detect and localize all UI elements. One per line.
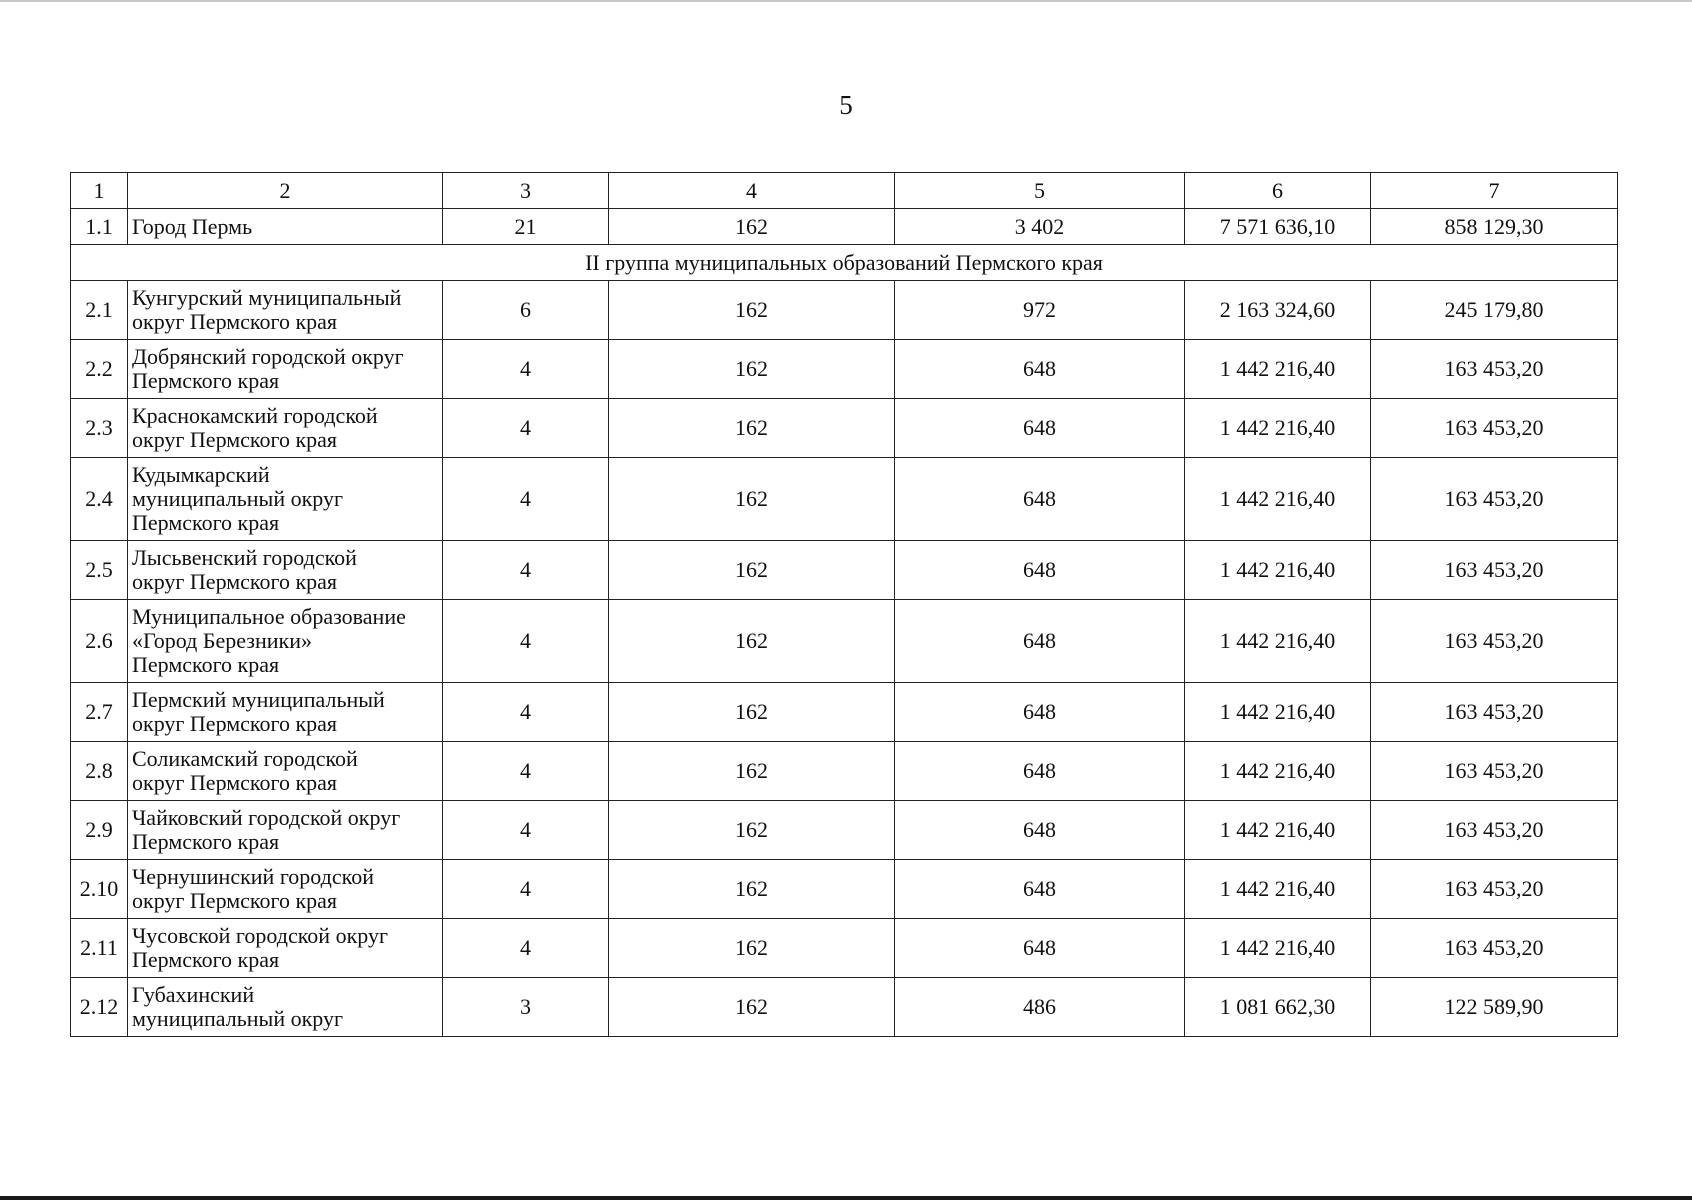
- value-cell-col3: 4: [443, 600, 609, 683]
- value-cell-col7: 163 453,20: [1371, 801, 1618, 860]
- column-number-cell: 1: [71, 173, 128, 209]
- value-cell-col4: 162: [609, 919, 895, 978]
- value-cell-col6: 1 442 216,40: [1185, 683, 1371, 742]
- municipality-name-line: Пермского края: [132, 829, 280, 854]
- value-cell-col5: 648: [895, 458, 1185, 541]
- value-cell-col3: 21: [443, 209, 609, 245]
- column-number-cell: 5: [895, 173, 1185, 209]
- scan-edge-bottom: [0, 1196, 1692, 1200]
- row-number-cell: 2.10: [71, 860, 128, 919]
- value-cell-col5: 486: [895, 978, 1185, 1037]
- value-cell-col7: 858 129,30: [1371, 209, 1618, 245]
- municipality-name-cell: [128, 458, 443, 541]
- municipality-name-line: Чернушинский городской: [132, 864, 374, 889]
- value-cell-col4: 162: [609, 978, 895, 1037]
- municipality-name-line: округ Пермского края: [132, 309, 338, 334]
- value-cell-col7: 163 453,20: [1371, 742, 1618, 801]
- value-cell-col6: 1 442 216,40: [1185, 860, 1371, 919]
- value-cell-col4: 162: [609, 683, 895, 742]
- municipality-name-line: Кунгурский муниципальный: [132, 285, 402, 310]
- value-cell-col3: 6: [443, 281, 609, 340]
- row-number-cell: 2.3: [71, 399, 128, 458]
- municipality-name-cell: [128, 978, 443, 1037]
- municipality-name-line: Губахинский: [132, 982, 255, 1007]
- municipality-name-line: Кудымкарский: [132, 462, 270, 487]
- value-cell-col5: 648: [895, 399, 1185, 458]
- column-number-cell: 2: [128, 173, 443, 209]
- row-number-cell: 2.9: [71, 801, 128, 860]
- row-number-cell: 2.8: [71, 742, 128, 801]
- value-cell-col4: 162: [609, 600, 895, 683]
- value-cell-col3: 4: [443, 801, 609, 860]
- municipality-name-line: Добрянский городской округ: [132, 344, 404, 369]
- municipality-name-cell: [128, 801, 443, 860]
- table-row: [71, 683, 1618, 742]
- municipality-name-line: округ Пермского края: [132, 711, 338, 736]
- value-cell-col5: 648: [895, 541, 1185, 600]
- value-cell-col3: 4: [443, 742, 609, 801]
- value-cell-col6: 1 442 216,40: [1185, 742, 1371, 801]
- municipality-name-line: муниципальный округ: [132, 1006, 344, 1031]
- table-body: [71, 281, 1618, 1037]
- value-cell-col4: 162: [609, 209, 895, 245]
- municipality-name-cell: [128, 919, 443, 978]
- data-table: [70, 172, 1618, 1037]
- municipality-name-line: округ Пермского края: [132, 888, 338, 913]
- municipality-name-line: Соликамский городской: [132, 746, 358, 771]
- column-number-cell: 6: [1185, 173, 1371, 209]
- municipality-name-cell: [128, 600, 443, 683]
- municipality-name-line: «Город Березники»: [132, 628, 312, 653]
- table-row: [71, 919, 1618, 978]
- row-number-cell: 2.11: [71, 919, 128, 978]
- municipality-name-line: Лысьвенский городской: [132, 545, 357, 570]
- value-cell-col4: 162: [609, 458, 895, 541]
- table-row: [71, 340, 1618, 399]
- municipality-name-cell: [128, 683, 443, 742]
- value-cell-col3: 4: [443, 541, 609, 600]
- value-cell-col7: 163 453,20: [1371, 458, 1618, 541]
- value-cell-col4: 162: [609, 281, 895, 340]
- value-cell-col5: 648: [895, 340, 1185, 399]
- municipality-name-line: Чусовской городской округ: [132, 923, 388, 948]
- municipality-name-line: округ Пермского края: [132, 770, 338, 795]
- municipality-name-cell: Город Пермь: [128, 209, 443, 245]
- value-cell-col5: 648: [895, 860, 1185, 919]
- value-cell-col3: 3: [443, 978, 609, 1037]
- municipality-name-cell: [128, 340, 443, 399]
- municipality-name-line: Краснокамский городской: [132, 403, 378, 428]
- row-number-cell: 2.12: [71, 978, 128, 1037]
- municipality-name-line: округ Пермского края: [132, 569, 338, 594]
- row-number-cell: 2.4: [71, 458, 128, 541]
- municipality-name-line: Пермского края: [132, 652, 280, 677]
- row-number-cell: 2.1: [71, 281, 128, 340]
- value-cell-col7: 163 453,20: [1371, 340, 1618, 399]
- table-row: [71, 399, 1618, 458]
- value-cell-col3: 4: [443, 340, 609, 399]
- municipality-name-cell: [128, 541, 443, 600]
- column-number-cell: 3: [443, 173, 609, 209]
- municipality-name-line: муниципальный округ: [132, 486, 344, 511]
- page-number: 5: [839, 90, 853, 120]
- value-cell-col7: 163 453,20: [1371, 860, 1618, 919]
- value-cell-col5: 648: [895, 600, 1185, 683]
- column-number-cell: 7: [1371, 173, 1618, 209]
- value-cell-col4: 162: [609, 742, 895, 801]
- row-number-cell: 2.7: [71, 683, 128, 742]
- municipality-name-cell: [128, 281, 443, 340]
- value-cell-col3: 4: [443, 919, 609, 978]
- value-cell-col7: 163 453,20: [1371, 600, 1618, 683]
- table-row: [71, 801, 1618, 860]
- municipality-name-cell: [128, 860, 443, 919]
- value-cell-col4: 162: [609, 860, 895, 919]
- value-cell-col6: 1 442 216,40: [1185, 541, 1371, 600]
- value-cell-col5: 3 402: [895, 209, 1185, 245]
- value-cell-col6: 1 442 216,40: [1185, 600, 1371, 683]
- municipality-name-line: округ Пермского края: [132, 427, 338, 452]
- table-row: [71, 600, 1618, 683]
- table-row: [71, 209, 1618, 245]
- value-cell-col3: 4: [443, 458, 609, 541]
- value-cell-col5: 648: [895, 919, 1185, 978]
- row-number-cell: 1.1: [71, 209, 128, 245]
- value-cell-col3: 4: [443, 683, 609, 742]
- value-cell-col6: 1 442 216,40: [1185, 919, 1371, 978]
- value-cell-col6: 1 442 216,40: [1185, 340, 1371, 399]
- table-row: [71, 458, 1618, 541]
- value-cell-col6: 2 163 324,60: [1185, 281, 1371, 340]
- scan-edge-top: [0, 0, 1692, 2]
- municipality-name-line: Муниципальное образование: [132, 604, 406, 629]
- table-row: [71, 281, 1618, 340]
- value-cell-col7: 163 453,20: [1371, 683, 1618, 742]
- municipality-name-line: Пермский муниципальный: [132, 687, 385, 712]
- value-cell-col6: 1 442 216,40: [1185, 458, 1371, 541]
- column-number-row: [71, 173, 1618, 209]
- municipality-name-cell: [128, 399, 443, 458]
- value-cell-col4: 162: [609, 541, 895, 600]
- value-cell-col3: 4: [443, 860, 609, 919]
- table-row: [71, 742, 1618, 801]
- value-cell-col7: 163 453,20: [1371, 919, 1618, 978]
- value-cell-col7: 163 453,20: [1371, 399, 1618, 458]
- value-cell-col6: 7 571 636,10: [1185, 209, 1371, 245]
- value-cell-col4: 162: [609, 340, 895, 399]
- value-cell-col5: 648: [895, 801, 1185, 860]
- municipality-name-line: Чайковский городской округ: [132, 805, 401, 830]
- column-number-cell: 4: [609, 173, 895, 209]
- table-row: [71, 541, 1618, 600]
- municipality-name-line: Пермского края: [132, 947, 280, 972]
- municipality-name-line: Пермского края: [132, 510, 280, 535]
- row-number-cell: 2.5: [71, 541, 128, 600]
- municipality-name-cell: [128, 742, 443, 801]
- value-cell-col3: 4: [443, 399, 609, 458]
- value-cell-col5: 648: [895, 742, 1185, 801]
- value-cell-col4: 162: [609, 801, 895, 860]
- group-header-row: [71, 245, 1618, 281]
- row-number-cell: 2.2: [71, 340, 128, 399]
- value-cell-col5: 972: [895, 281, 1185, 340]
- value-cell-col7: 163 453,20: [1371, 541, 1618, 600]
- value-cell-col7: 245 179,80: [1371, 281, 1618, 340]
- value-cell-col7: 122 589,90: [1371, 978, 1618, 1037]
- value-cell-col6: 1 081 662,30: [1185, 978, 1371, 1037]
- value-cell-col6: 1 442 216,40: [1185, 801, 1371, 860]
- table-row: [71, 978, 1618, 1037]
- municipality-name-line: Пермского края: [132, 368, 280, 393]
- value-cell-col4: 162: [609, 399, 895, 458]
- group-title-cell: II группа муниципальных образований Пермского края: [71, 245, 1618, 281]
- table-row: [71, 860, 1618, 919]
- value-cell-col6: 1 442 216,40: [1185, 399, 1371, 458]
- value-cell-col5: 648: [895, 683, 1185, 742]
- row-number-cell: 2.6: [71, 600, 128, 683]
